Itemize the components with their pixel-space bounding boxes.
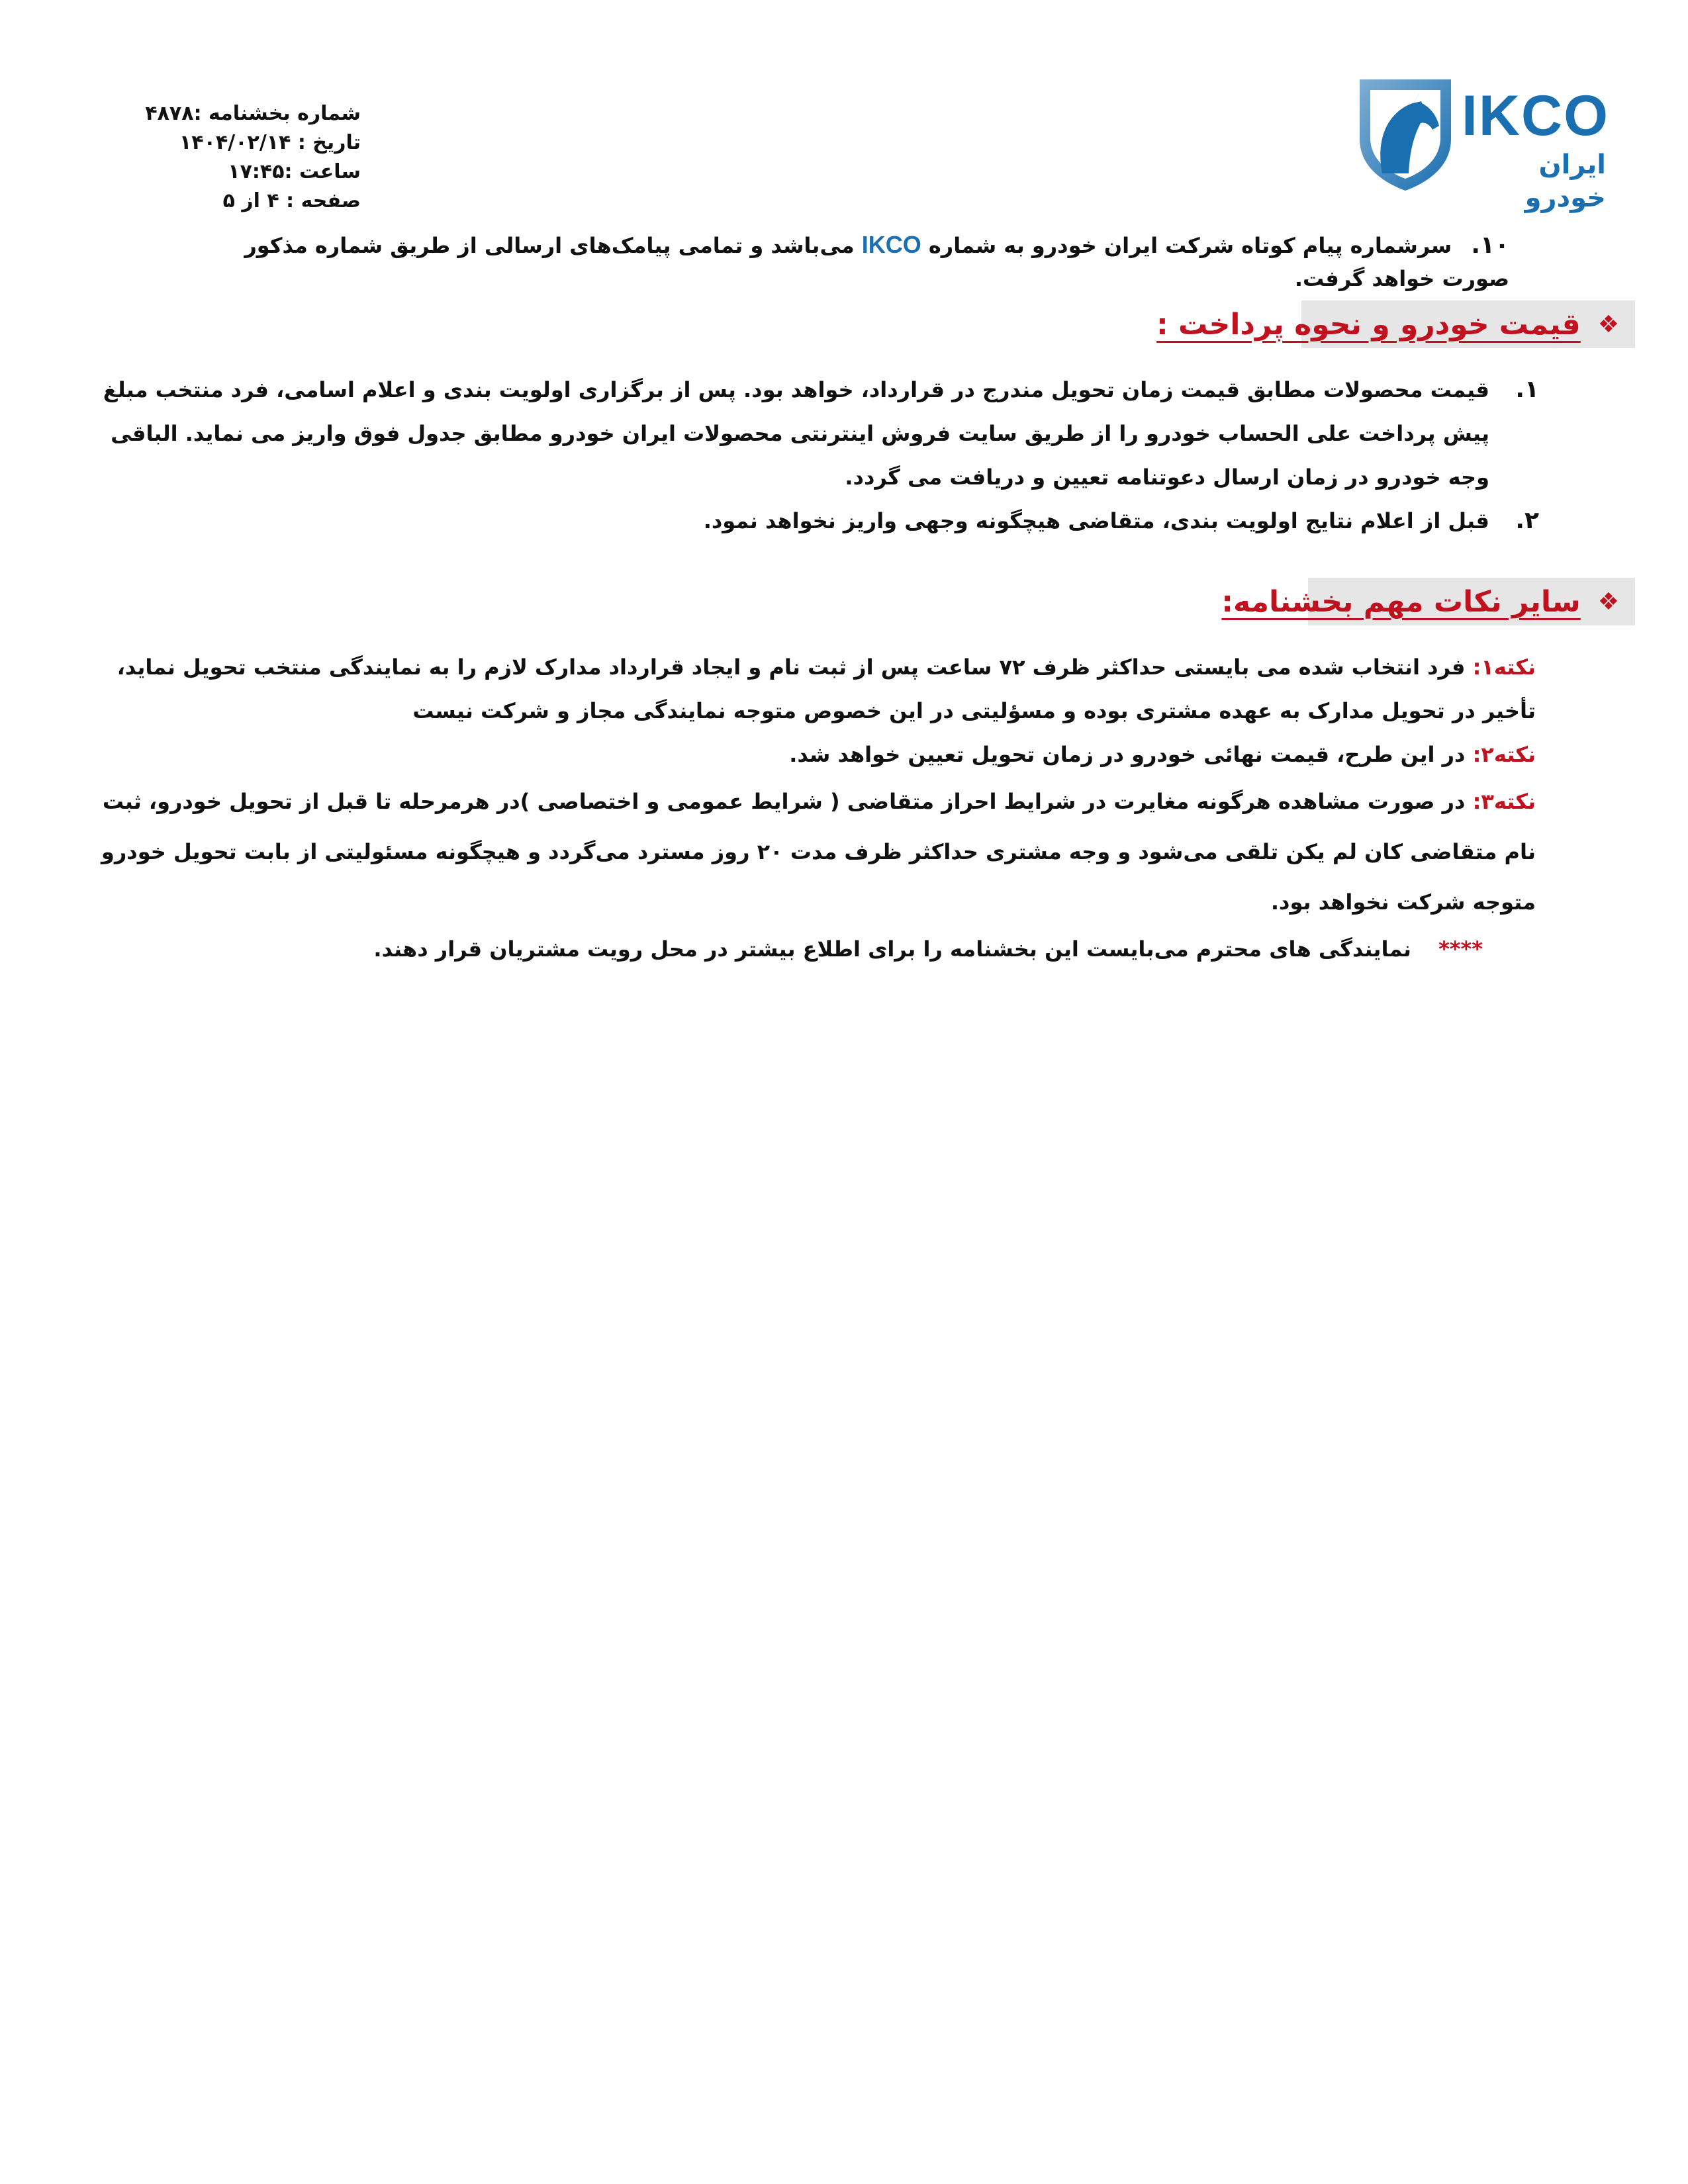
- note-text: فرد انتخاب شده می بایستی حداکثر ظرف ۷۲ ساعت پس از ثبت نام و ایجاد قرارداد مدارک لازم را به نمایندگی منتخب تحویل نماید، تأخیر در تحویل مدارک به عهده مشتری بوده و مسؤلیتی در این خصوص متوجه نمایندگی مجاز و شرکت نیست: [117, 655, 1536, 723]
- section-title-notes: سایر نکات مهم بخشنامه:: [1221, 584, 1581, 619]
- list-item-number: ۲.: [1515, 507, 1539, 534]
- note-3: [99, 776, 1536, 927]
- item-10: [199, 228, 1509, 295]
- diamond-bullet-icon: ❖: [1597, 310, 1619, 338]
- note-label: نکته۱:: [1472, 655, 1536, 680]
- list-item-number: ۱.: [1515, 376, 1539, 403]
- item-10-number: ۱۰.: [1471, 232, 1509, 259]
- bulletin-number: شماره بخشنامه :۴۸۷۸: [145, 102, 361, 125]
- stars-marker: ****: [1438, 936, 1483, 962]
- note-1: [99, 645, 1536, 733]
- bulletin-meta: [132, 99, 361, 216]
- note-text: در این طرح، قیمت نهائی خودرو در زمان تحویل تعیین خواهد شد.: [789, 742, 1466, 767]
- list-item: [99, 368, 1539, 499]
- horse-shield-icon: [1356, 74, 1455, 192]
- price-list: [99, 368, 1539, 543]
- page-indicator: صفحه : ۴ از ۵: [222, 189, 361, 212]
- item-10-text-after: می‌باشد و تمامی پیامک‌های ارسالی از طریق شماره مذکور صورت خواهد گرفت.: [244, 233, 1509, 291]
- section-title-price: قیمت خودرو و نحوه پرداخت :: [1156, 307, 1581, 341]
- list-item-text: قبل از اعلام نتایج اولویت بندی، متقاضی هیچگونه وجهی واریز نخواهد نمود.: [703, 508, 1489, 533]
- section-heading-notes: [1221, 578, 1635, 625]
- list-item: [99, 499, 1539, 543]
- notes-block: [99, 645, 1536, 971]
- final-notice: [99, 927, 1536, 971]
- item-10-text-before: سرشماره پیام کوتاه شرکت ایران خودرو به شماره: [928, 233, 1452, 258]
- bulletin-time: ساعت :۱۷:۴۵: [228, 160, 361, 183]
- final-notice-text: نمایندگی های محترم می‌بایست این بخشنامه را برای اطلاع بیشتر در محل رویت مشتریان قرار دهند.: [373, 936, 1411, 962]
- note-label: نکته۳:: [1472, 789, 1536, 814]
- brand-wordmark: IKCO: [1462, 84, 1609, 148]
- bulletin-date: تاریخ : ۱۴۰۴/۰۲/۱۴: [179, 131, 361, 154]
- brand-wordmark-fa: ایران خودرو: [1524, 150, 1606, 213]
- ikco-logo: [1356, 74, 1609, 213]
- note-2: [99, 733, 1536, 776]
- note-text: در صورت مشاهده هرگونه مغایرت در شرایط احراز متقاضی ( شرایط عمومی و اختصاصی )در هرمرحله تا قبل از تحویل خودرو، ثبت نام متقاضی کان لم یکن تلقی می‌شود و وجه مشتری حداکثر ظرف مدت ۲۰ روز مسترد می‌گردد و هیچگونه مسئولیتی از بابت تحویل خودرو متوجه شرکت نخواهد بود.: [101, 789, 1536, 915]
- section-heading-price: [1156, 300, 1635, 348]
- diamond-bullet-icon: ❖: [1597, 588, 1619, 615]
- list-item-text: قیمت محصولات مطابق قیمت زمان تحویل مندرج در قرارداد، خواهد بود. پس از برگزاری اولویت بندی و اعلام اسامی، فرد منتخب مبلغ پیش پرداخت علی الحساب خودرو را از طریق سایت فروش اینترنتی محصولات ایران خودرو مطابق جدول فوق واریز می نماید. الباقی وجه خودرو در زمان ارسال دعوتنامه تعیین و دریافت می گردد.: [103, 377, 1489, 490]
- sms-sender-name: IKCO: [861, 231, 921, 258]
- note-label: نکته۲:: [1472, 742, 1536, 767]
